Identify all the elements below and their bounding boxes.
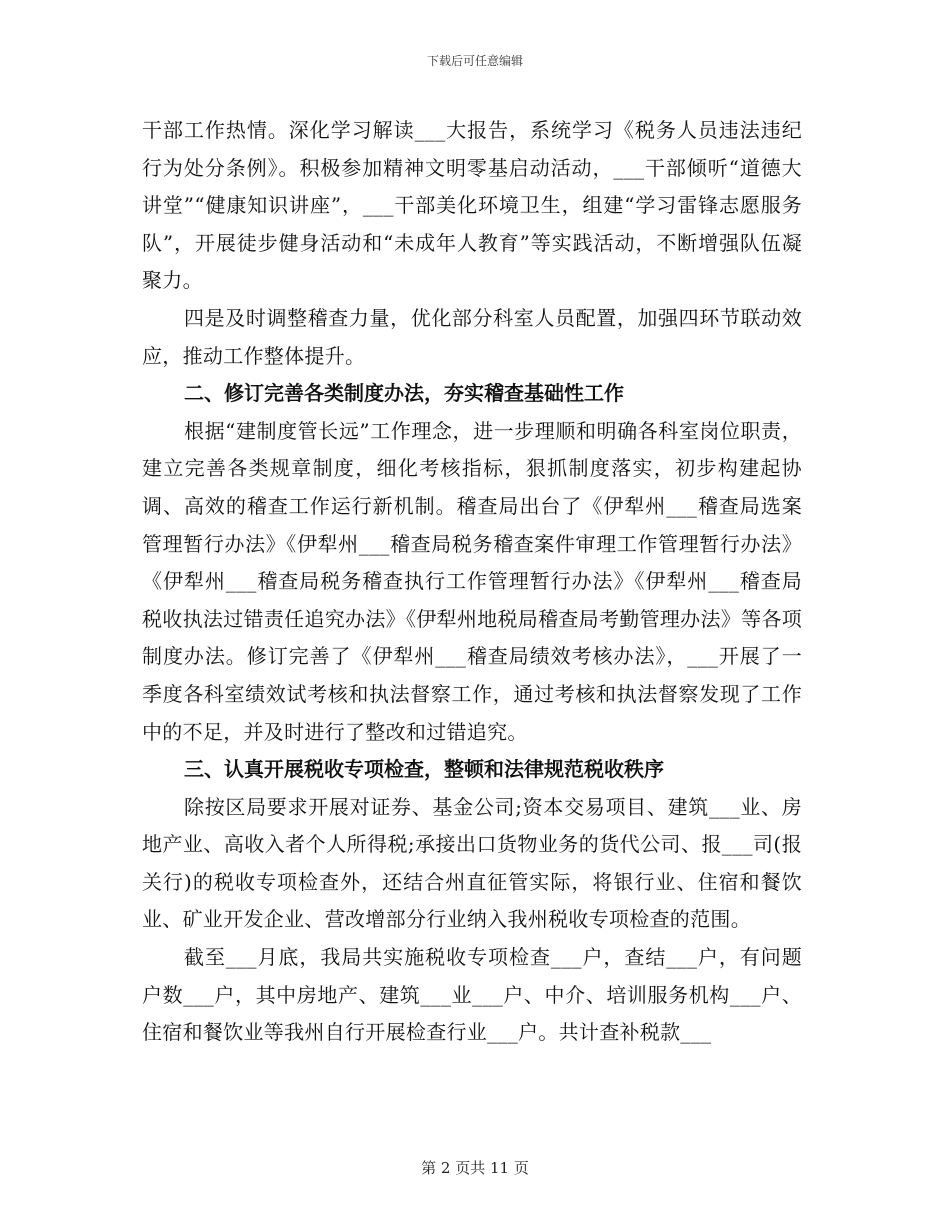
paragraph-2: 四是及时调整稽查力量，优化部分科室人员配置，加强四环节联动效应，推动工作整体提升。	[142, 305, 802, 368]
document-body	[142, 112, 802, 1052]
paragraph-1: 干部工作热情。深化学习解读___大报告，系统学习《税务人员违法违纪行为处分条例》。积极参加精神文明零基启动活动，___干部倾听“道德大讲堂”“健康知识讲座”，___干部美化环境卫生，组建“学习雷锋志愿服务队”，开展徒步健身活动和“未成年人教育”等实践活动，不断增强队伍凝聚力。	[142, 118, 802, 293]
page-footer: 第 2 页共 11 页	[421, 1159, 529, 1177]
page-header: 下载后可任意编辑	[426, 54, 523, 68]
section-heading-3: 三、认真开展税收专项检查，整顿和法律规范税收秩序	[184, 757, 664, 782]
paragraph-5: 截至___月底，我局共实施税收专项检查___户，查结___户，有问题户数___户，其中房地产、建筑___业___户、中介、培训服务机构___户、住宿和餐饮业等我州自行开展检查行业___户。共计查补税款___	[142, 945, 802, 1045]
paragraph-3: 根据“建制度管长远”工作理念，进一步理顺和明确各科室岗位职责，建立完善各类规章制度，细化考核指标，狠抓制度落实，初步构建起协调、高效的稽查工作运行新机制。稽查局出台了《伊犁州___稽查局选案管理暂行办法》《伊犁州___稽查局税务稽查案件审理工作管理暂行办法》《伊犁州___稽查局税务稽查执行工作管理暂行办法》《伊犁州___稽查局税收执法过错责任追究办法》《伊犁州地税局稽查局考勤管理办法》等各项制度办法。修订完善了《伊犁州___稽查局绩效考核办法》，___开展了一季度各科室绩效试考核和执法督察工作，通过考核和执法督察发现了工作中的不足，并及时进行了整改和过错追究。	[142, 418, 802, 744]
paragraph-4: 除按区局要求开展对证券、基金公司;资本交易项目、建筑___业、房地产业、高收入者个人所得税;承接出口货物业务的货代公司、报___司(报关行)的税收专项检查外，还结合州直征管实际，将银行业、住宿和餐饮业、矿业开发企业、营改增部分行业纳入我州税收专项检查的范围。	[142, 794, 802, 932]
section-heading-2: 二、修订完善各类制度办法，夯实稽查基础性工作	[184, 381, 624, 406]
